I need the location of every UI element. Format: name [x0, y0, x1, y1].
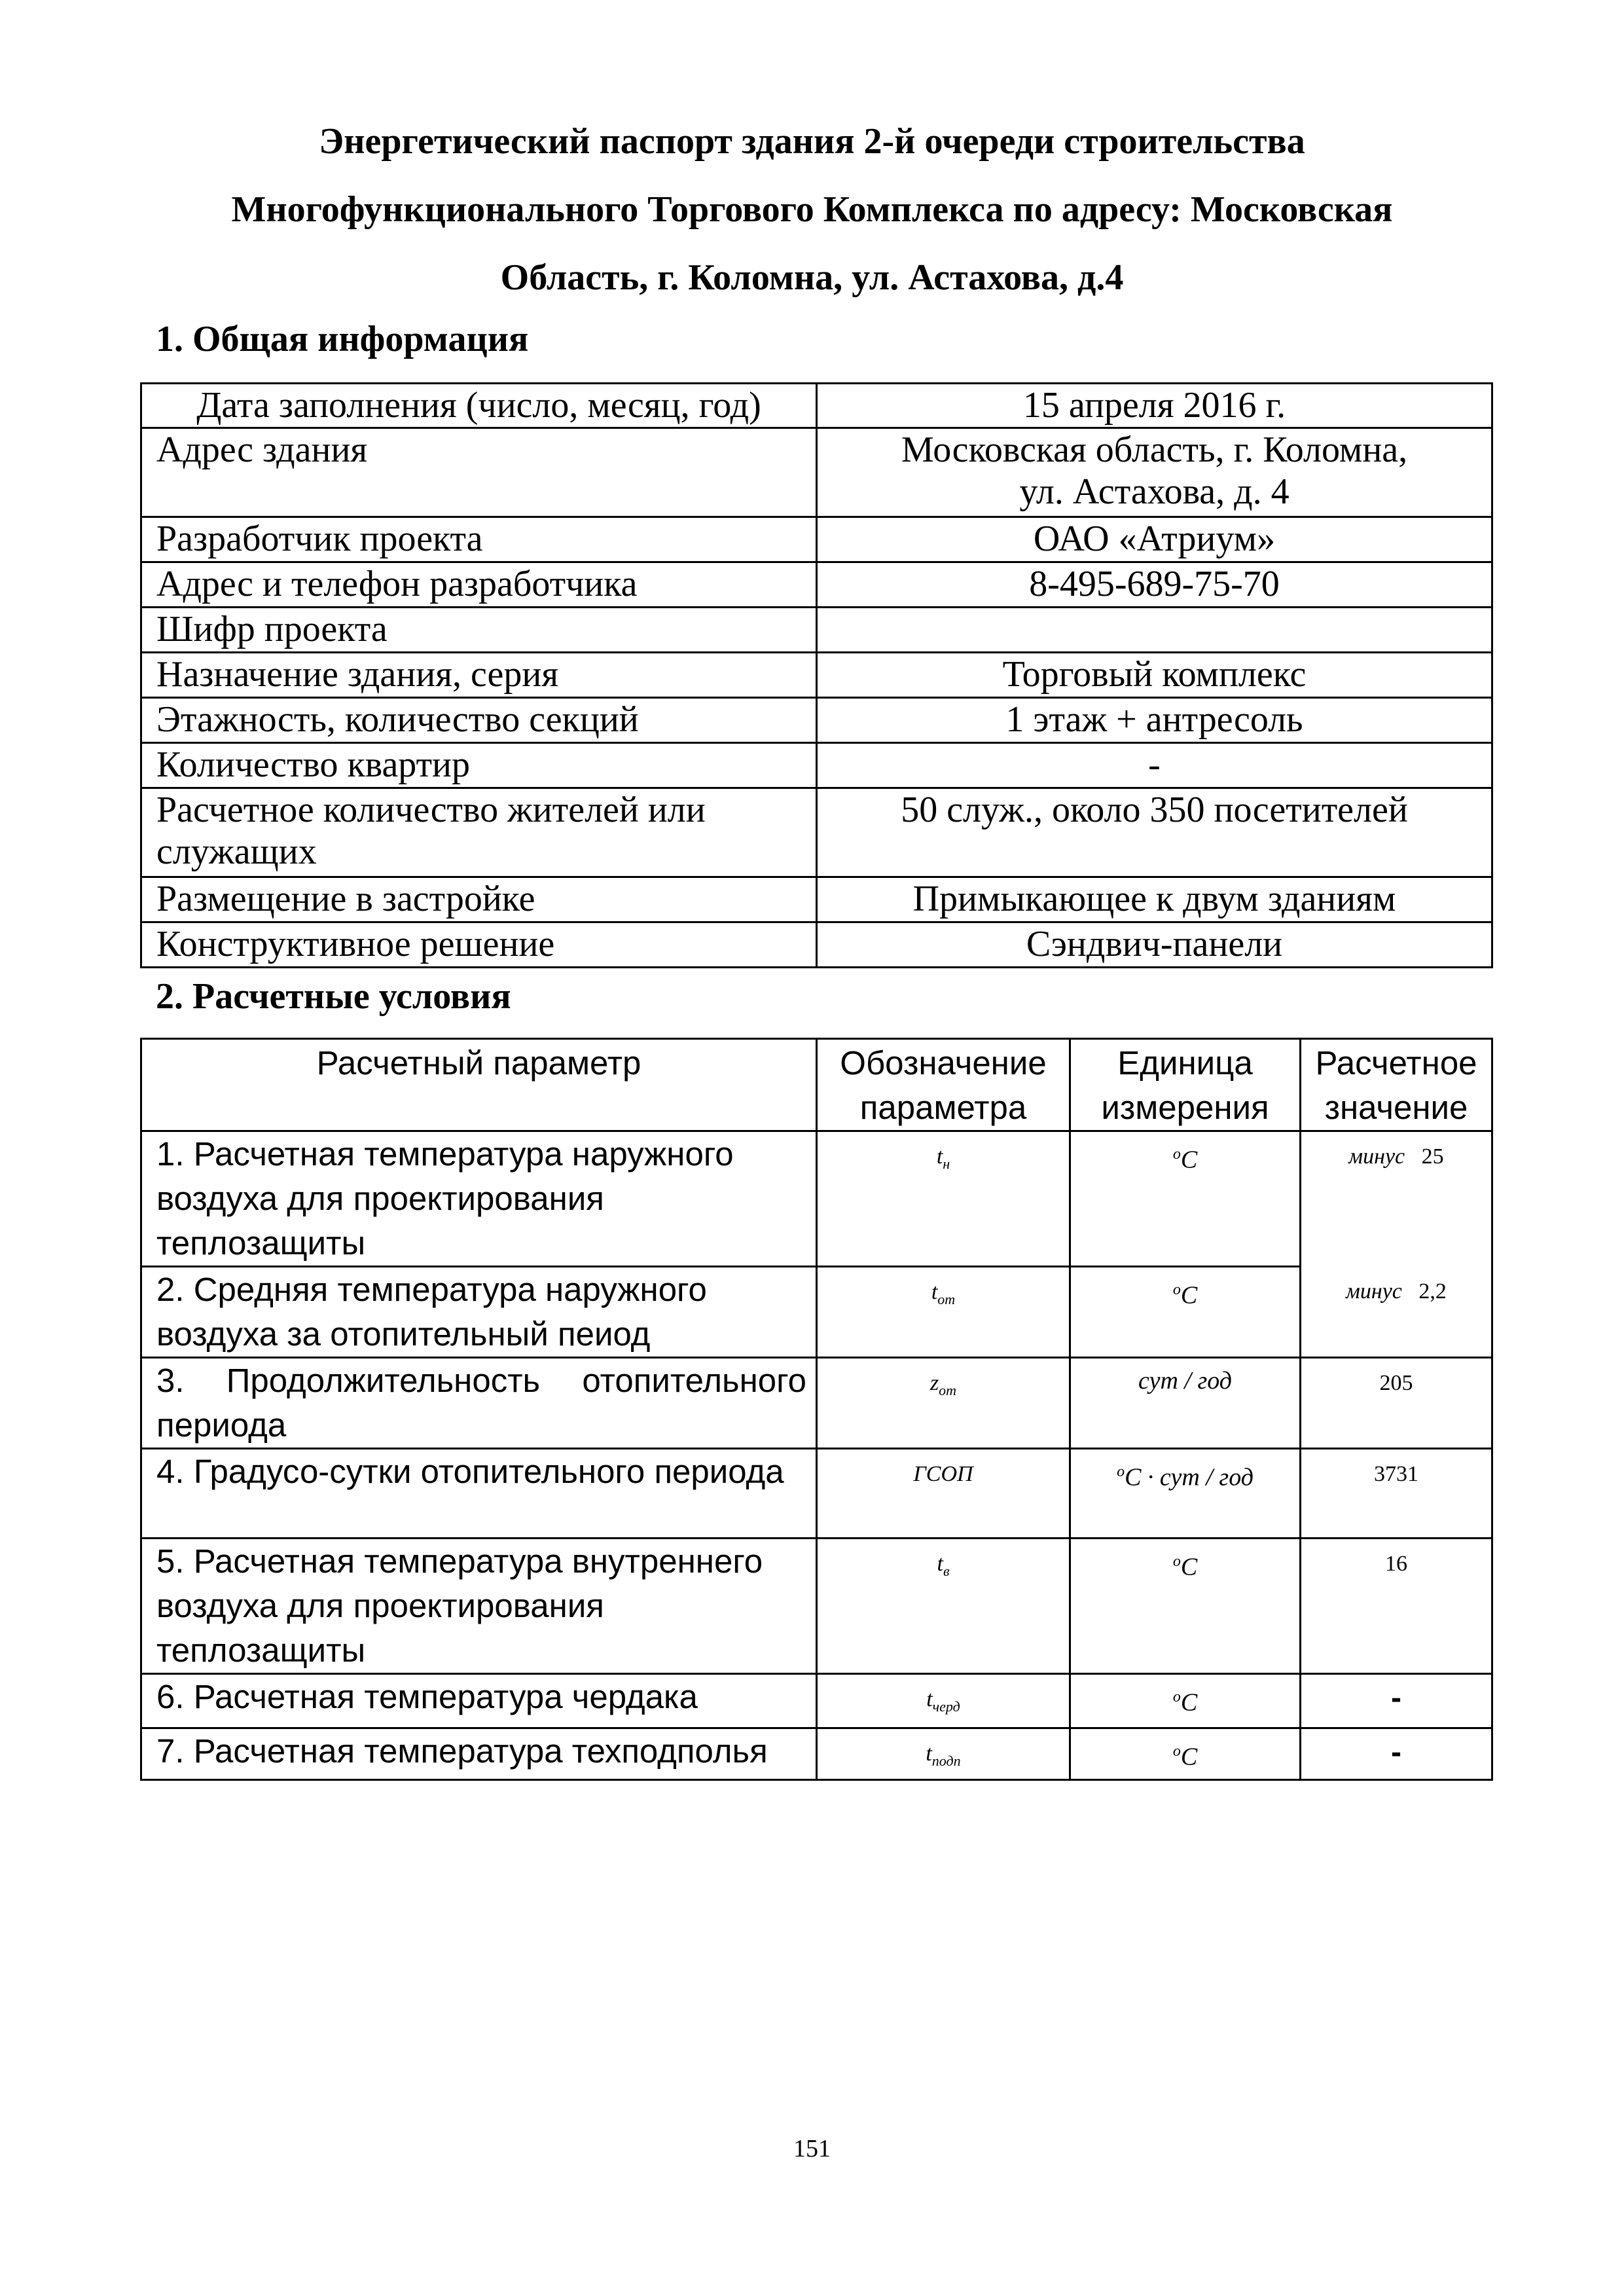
- table-row: [141, 1131, 1492, 1267]
- table-row: [141, 1267, 1492, 1358]
- symbol-cell: [817, 1131, 1070, 1267]
- unit-text: C: [1180, 1281, 1198, 1309]
- value-line: ул. Астахова, д. 4: [1019, 471, 1290, 512]
- section-1-heading: 1. Общая информация: [156, 319, 529, 359]
- degree-mark: o: [1172, 1743, 1181, 1760]
- symbol-cell: [817, 1358, 1070, 1449]
- value-cell: -: [1301, 1674, 1492, 1728]
- row-label: Размещение в застройке: [141, 877, 817, 922]
- symbol-text: t: [931, 1280, 938, 1304]
- row-value: [817, 428, 1492, 517]
- symbol-subscript: черд: [932, 1698, 960, 1715]
- row-label: Адрес здания: [141, 428, 817, 517]
- table-row: [141, 877, 1492, 922]
- table-row: [141, 384, 1492, 428]
- row-value: Торговый комплекс: [817, 653, 1492, 698]
- symbol-cell: [817, 1674, 1070, 1728]
- symbol-text: z: [929, 1371, 939, 1395]
- unit-text: C: [1180, 1743, 1198, 1771]
- section-2-heading: 2. Расчетные условия: [156, 976, 511, 1017]
- symbol-cell: ГСОП: [817, 1449, 1070, 1539]
- header-symbol: [817, 1039, 1070, 1131]
- row-label: [141, 384, 817, 428]
- value-word: минус: [1348, 1144, 1405, 1169]
- header-text: Расчетное: [1315, 1044, 1477, 1082]
- document-title-line-2: Многофункционального Торгового Комплекса по адресу: Московская: [231, 189, 1393, 230]
- param-cell: 7. Расчетная температура техподполья: [141, 1728, 817, 1780]
- unit-text: C: [1180, 1688, 1198, 1717]
- symbol-cell: [817, 1539, 1070, 1674]
- symbol-subscript: подп: [931, 1752, 961, 1769]
- row-value: Сэндвич-панели: [817, 922, 1492, 968]
- value-text: 2,2: [1418, 1279, 1447, 1303]
- unit-text: C: [1180, 1146, 1198, 1174]
- degree-mark: o: [1172, 1553, 1181, 1570]
- row-value: 50 служ., около 350 посетителей: [817, 788, 1492, 877]
- symbol-text: t: [926, 1687, 933, 1711]
- table-row: [141, 788, 1492, 877]
- row-label: Конструктивное решение: [141, 922, 817, 968]
- symbol-subscript: в: [943, 1562, 950, 1579]
- degree-mark: o: [1117, 1463, 1125, 1480]
- row-label: Шифр проекта: [141, 608, 817, 653]
- value-cell: [1301, 1131, 1492, 1267]
- value-cell: -: [1301, 1728, 1492, 1780]
- header-text: значение: [1324, 1089, 1468, 1126]
- unit-cell: [1070, 1449, 1301, 1539]
- symbol-subscript: от: [939, 1381, 957, 1398]
- row-value: 1 этаж + антресоль: [817, 698, 1492, 743]
- row-label: Разработчик проекта: [141, 517, 817, 562]
- table-row: [141, 922, 1492, 968]
- table-row: [141, 1674, 1492, 1728]
- table-header-row: [141, 1039, 1492, 1131]
- label-line: Расчетное количество жителей или: [156, 790, 706, 830]
- header-text: Расчетный параметр: [316, 1044, 641, 1082]
- header-text: Единица: [1117, 1044, 1253, 1082]
- row-value: 8-495-689-75-70: [817, 562, 1492, 608]
- label-text: Дата заполнения (число, месяц, год): [196, 385, 761, 426]
- label-line: служащих: [156, 831, 317, 872]
- table-row: [141, 1449, 1492, 1539]
- header-param: [141, 1039, 817, 1131]
- row-label: [141, 788, 817, 877]
- row-value: 15 апреля 2016 г.: [817, 384, 1492, 428]
- unit-text: C · сут / год: [1125, 1463, 1254, 1491]
- param-cell: 6. Расчетная температура чердака: [141, 1674, 817, 1728]
- symbol-cell: [817, 1728, 1070, 1780]
- param-cell: 4. Градусо-сутки отопительного периода: [141, 1449, 817, 1539]
- value-cell: 3731: [1301, 1449, 1492, 1539]
- row-label: Назначение здания, серия: [141, 653, 817, 698]
- unit-cell: [1070, 1131, 1301, 1267]
- param-cell: 2. Средняя температура наружного воздуха за отопительный пеиод: [141, 1267, 817, 1358]
- header-text: Обозначение: [840, 1044, 1047, 1082]
- unit-cell: [1070, 1539, 1301, 1674]
- document-title-line-3: Область, г. Коломна, ул. Астахова, д.4: [500, 257, 1124, 298]
- unit-cell: [1070, 1728, 1301, 1780]
- table-row: [141, 1728, 1492, 1780]
- value-word: минус: [1346, 1279, 1402, 1303]
- row-label: Количество квартир: [141, 743, 817, 788]
- table-row: [141, 428, 1492, 517]
- table-row: [141, 562, 1492, 608]
- symbol-text: t: [936, 1144, 943, 1169]
- row-value: Примыкающее к двум зданиям: [817, 877, 1492, 922]
- table-row: [141, 653, 1492, 698]
- param-cell: 1. Расчетная температура наружного воздуха для проектирования теплозащиты: [141, 1131, 817, 1267]
- symbol-cell: [817, 1267, 1070, 1358]
- symbol-text: t: [937, 1552, 943, 1576]
- row-label: Этажность, количество секций: [141, 698, 817, 743]
- degree-mark: o: [1172, 1281, 1181, 1298]
- degree-mark: o: [1172, 1146, 1181, 1163]
- design-conditions-table: [140, 1038, 1493, 1781]
- table-row: [141, 608, 1492, 653]
- unit-cell: сут / год: [1070, 1358, 1301, 1449]
- symbol-text: t: [926, 1741, 932, 1766]
- header-value: [1301, 1039, 1492, 1131]
- row-value: -: [817, 743, 1492, 788]
- value-cell: [1301, 1267, 1492, 1358]
- param-cell: 5. Расчетная температура внутреннего воздуха для проектирования теплозащиты: [141, 1539, 817, 1674]
- table-row: [141, 1358, 1492, 1449]
- header-unit: [1070, 1039, 1301, 1131]
- table-row: [141, 743, 1492, 788]
- header-text: параметра: [859, 1089, 1027, 1126]
- value-cell: 16: [1301, 1539, 1492, 1674]
- page-number: 151: [793, 2135, 831, 2162]
- header-text: измерения: [1101, 1089, 1269, 1126]
- value-cell: 205: [1301, 1358, 1492, 1449]
- value-text: 25: [1421, 1144, 1444, 1169]
- row-value: ОАО «Атриум»: [817, 517, 1492, 562]
- degree-mark: o: [1172, 1688, 1181, 1705]
- row-label: Адрес и телефон разработчика: [141, 562, 817, 608]
- unit-cell: [1070, 1674, 1301, 1728]
- table-row: [141, 1539, 1492, 1674]
- param-cell: 3. Продолжительность отопительного периода: [141, 1358, 817, 1449]
- unit-text: C: [1180, 1553, 1198, 1581]
- general-info-table: [140, 382, 1493, 968]
- value-line: Московская область, г. Коломна,: [901, 429, 1408, 470]
- document-title-line-1: Энергетический паспорт здания 2-й очереди строительства: [319, 121, 1305, 162]
- symbol-subscript: н: [943, 1155, 950, 1172]
- symbol-subscript: от: [937, 1290, 956, 1307]
- table-row: [141, 698, 1492, 743]
- unit-cell: [1070, 1267, 1301, 1358]
- table-row: [141, 517, 1492, 562]
- row-value: [817, 608, 1492, 653]
